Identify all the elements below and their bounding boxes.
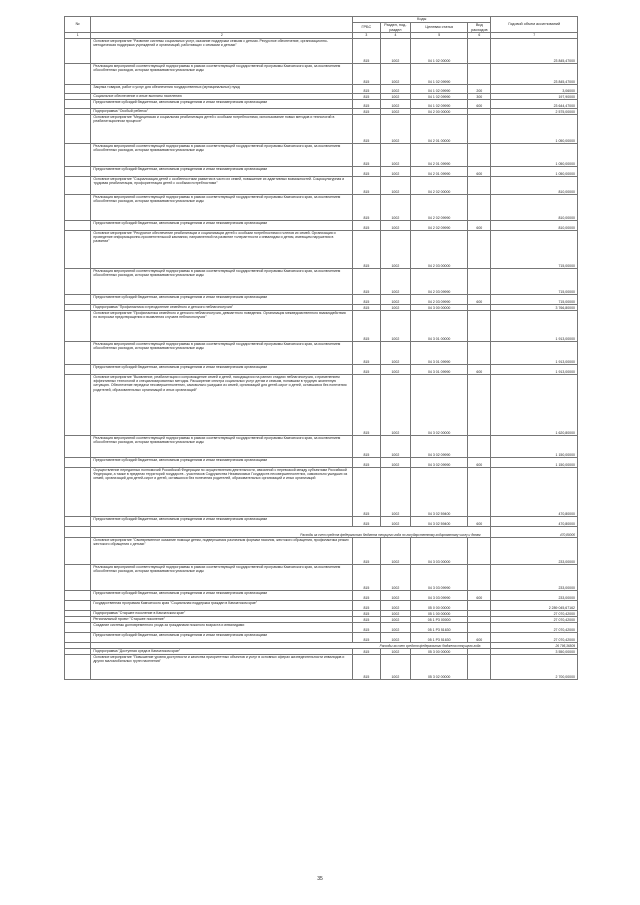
header-codes: Коды: [353, 17, 491, 23]
section-code: 1002: [380, 601, 411, 611]
table-row: [65, 633, 578, 643]
section-code: 1002: [380, 221, 411, 231]
section-code: 1002: [380, 342, 411, 365]
row-number-cell: [65, 311, 91, 342]
grbs-code: 815: [353, 611, 380, 617]
expense-name: Предоставление субсидий бюджетным, автономным учреждениям и иным некоммерческим организациям: [91, 221, 353, 231]
target-article-code: 04 2 00 00000: [411, 109, 468, 115]
expense-name: Государственная программа Камчатского края "Социальная поддержка граждан в Камчатском крае": [91, 601, 353, 611]
expense-name: Подпрограмма "Профилактика и преодоление семейного и детского неблагополучия": [91, 305, 353, 311]
annual-amount: 3 550,00000: [491, 649, 578, 655]
target-article-code: 05 1 P3 00000: [411, 617, 468, 623]
expense-name: Реализация мероприятий соответствующей подпрограммы в рамках соответствующей государственной программы Камчатского края, за исключением обособленных расходов, которым присваиваются уникальные коды: [91, 195, 353, 221]
grbs-code: 815: [353, 311, 380, 342]
expense-name: Основное мероприятие "Повышение уровня доступности и качества приоритетных объектов и услуг в основных сферах жизнедеятельности инвалидов и других маломобильных групп населения": [91, 655, 353, 680]
section-code: 1002: [380, 458, 411, 468]
section-code: 1002: [380, 85, 411, 94]
expense-type-code: [468, 115, 491, 144]
annual-amount: 715,00000: [491, 269, 578, 295]
target-article-code: 05 3 02 00000: [411, 655, 468, 680]
header-name: [91, 17, 353, 33]
target-article-code: 04 1 02 09990: [411, 64, 468, 85]
section-code: 1002: [380, 177, 411, 195]
expense-type-code: 300: [468, 94, 491, 100]
grbs-code: 815: [353, 538, 380, 565]
target-article-code: 05 3 00 00000: [411, 649, 468, 655]
section-code: 1002: [380, 305, 411, 311]
row-number-cell: [65, 342, 91, 365]
grbs-code: 815: [353, 623, 380, 633]
expense-name: Подпрограмма "Особый ребенок": [91, 109, 353, 115]
col-number-6: 6: [468, 33, 491, 39]
annual-amount: 2 700,00000: [491, 655, 578, 680]
row-number-cell: [65, 221, 91, 231]
expense-type-code: [468, 195, 491, 221]
target-article-code: 04 2 01 09990: [411, 144, 468, 167]
section-code: 1002: [380, 633, 411, 643]
table-row: [65, 538, 578, 565]
federal-funds-amount: 470,80000: [491, 527, 578, 538]
annual-amount: 3,06000: [491, 85, 578, 94]
expense-type-code: 600: [468, 365, 491, 375]
row-number-cell: [65, 468, 91, 517]
grbs-code: 815: [353, 649, 380, 655]
row-number-cell: [65, 177, 91, 195]
expense-name: Предоставление субсидий бюджетным, автономным учреждениям и иным некоммерческим организациям: [91, 517, 353, 527]
annual-amount: 810,00000: [491, 195, 578, 221]
section-code: 1002: [380, 109, 411, 115]
target-article-code: 04 3 03 09990: [411, 591, 468, 601]
expense-name: Реализация мероприятий соответствующей подпрограммы в рамках соответствующей государственной программы Камчатского края, за исключением обособленных расходов, которым присваиваются уникальные коды: [91, 342, 353, 365]
target-article-code: 04 2 02 09990: [411, 221, 468, 231]
grbs-code: 815: [353, 565, 380, 591]
expense-name: Реализация мероприятий соответствующей подпрограммы в рамках соответствующей государственной программы Камчатского края, за исключением обособленных расходов, которым присваиваются уникальные коды: [91, 269, 353, 295]
row-number-cell: [65, 365, 91, 375]
expense-name: Основное мероприятие "Социализация детей с особенностями развития в части их семей, повышение их адаптивных возможностей. Социокультурная и трудовая реабилитация, профориентация детей с особыми потребностями": [91, 177, 353, 195]
grbs-code: 815: [353, 365, 380, 375]
row-number-cell: [65, 85, 91, 94]
table-row: [65, 436, 578, 458]
expense-name: Основное мероприятие "Развитие системы социальных услуг, оказание поддержки семьям с детьми. Ресурсное обеспечение, организационно-методическая поддержка учреждений и организаций, работающих с семьями и детьми": [91, 39, 353, 64]
grbs-code: 815: [353, 85, 380, 94]
section-code: 1002: [380, 295, 411, 305]
annual-amount: 1 150,00000: [491, 436, 578, 458]
section-code: 1002: [380, 115, 411, 144]
grbs-code: 815: [353, 591, 380, 601]
section-code: 1002: [380, 517, 411, 527]
budget-page: [64, 16, 578, 680]
expense-type-code: [468, 623, 491, 633]
target-article-code: 04 1 02 09990: [411, 94, 468, 100]
target-article-code: 04 2 01 00000: [411, 115, 468, 144]
section-code: 1002: [380, 167, 411, 177]
row-number-cell: [65, 39, 91, 64]
table-row: [65, 468, 578, 517]
annual-amount: 27 070,42000: [491, 623, 578, 633]
target-article-code: 04 1 02 09990: [411, 85, 468, 94]
grbs-code: 815: [353, 295, 380, 305]
table-row: [65, 458, 578, 468]
target-article-code: 04 3 01 00000: [411, 311, 468, 342]
expense-name: Подпрограмма "Доступная среда в Камчатском крае": [91, 649, 353, 655]
expense-name: Предоставление субсидий бюджетным, автономным учреждениям и иным некоммерческим организациям: [91, 167, 353, 177]
annual-amount: 1 050,00000: [491, 167, 578, 177]
row-number-cell: [65, 538, 91, 565]
expense-name: Предоставление субсидий бюджетным, автономным учреждениям и иным некоммерческим организациям: [91, 458, 353, 468]
section-code: 1002: [380, 269, 411, 295]
section-code: 1002: [380, 649, 411, 655]
grbs-code: 815: [353, 94, 380, 100]
annual-amount: 810,00000: [491, 221, 578, 231]
expense-type-code: 600: [468, 633, 491, 643]
annual-amount: 197,90000: [491, 94, 578, 100]
target-article-code: 04 3 01 09990: [411, 365, 468, 375]
grbs-code: 815: [353, 601, 380, 611]
annual-amount: 2 289 045,67162: [491, 601, 578, 611]
expense-name: Региональный проект "Старшее поколение": [91, 617, 353, 623]
expense-type-code: 600: [468, 458, 491, 468]
row-number-cell: [65, 195, 91, 221]
section-code: 1002: [380, 231, 411, 269]
grbs-code: 815: [353, 458, 380, 468]
table-row: [65, 342, 578, 365]
annual-amount: 1 913,00000: [491, 342, 578, 365]
row-number-cell: [65, 633, 91, 643]
expense-type-code: 600: [468, 100, 491, 109]
target-article-code: 04 3 02 09990: [411, 458, 468, 468]
table-row: [65, 375, 578, 436]
target-article-code: 05 1 P3 51630: [411, 633, 468, 643]
target-article-code: 04 3 01 09990: [411, 342, 468, 365]
table-header: [65, 17, 578, 39]
section-code: 1002: [380, 195, 411, 221]
expense-type-code: [468, 375, 491, 436]
grbs-code: 815: [353, 436, 380, 458]
row-number-cell: [65, 517, 91, 527]
annual-amount: 27 070,42000: [491, 617, 578, 623]
section-code: 1002: [380, 617, 411, 623]
annual-amount: 715,00000: [491, 295, 578, 305]
expense-type-code: [468, 468, 491, 517]
annual-amount: 1 050,00000: [491, 144, 578, 167]
annual-amount: 2 575,00000: [491, 109, 578, 115]
section-code: 1002: [380, 144, 411, 167]
target-article-code: 04 3 02 09990: [411, 436, 468, 458]
grbs-code: 815: [353, 109, 380, 115]
row-number-cell: [65, 64, 91, 85]
annual-amount: 23 845,47000: [491, 64, 578, 85]
grbs-code: 815: [353, 231, 380, 269]
grbs-code: 815: [353, 115, 380, 144]
grbs-code: 815: [353, 633, 380, 643]
expense-type-code: 600: [468, 167, 491, 177]
annual-amount: 810,00000: [491, 177, 578, 195]
table-row: [65, 311, 578, 342]
expense-name: Реализация мероприятий соответствующей подпрограммы в рамках соответствующей государственной программы Камчатского края, за исключением обособленных расходов, которым присваиваются уникальные коды: [91, 436, 353, 458]
target-article-code: 05 1 P3 51630: [411, 623, 468, 633]
header-section: Раздел, под-раздел: [380, 22, 411, 33]
target-article-code: 04 1 02 09990: [411, 100, 468, 109]
expense-name: Основное мероприятие "Ресурсное обеспечение реабилитации и социализации детей с особыми потребностями и членов их семей. Организация и проведение информационно-просветительской кампании, направленной на развитие толерантности к инвалидам и детям, имеющим нарушения в развитии": [91, 231, 353, 269]
target-article-code: 04 2 03 09990: [411, 295, 468, 305]
row-number-cell: [65, 375, 91, 436]
col-number-5: 5: [411, 33, 468, 39]
grbs-code: 815: [353, 468, 380, 517]
expense-name: Реализация мероприятий соответствующей подпрограммы в рамках соответствующей государственной программы Камчатского края, за исключением обособленных расходов, которым присваиваются уникальные коды: [91, 565, 353, 591]
section-code: 1002: [380, 100, 411, 109]
section-code: 1002: [380, 64, 411, 85]
header-target-article: Целевая статья: [411, 22, 468, 33]
row-number-cell: [65, 144, 91, 167]
target-article-code: 04 1 02 00000: [411, 39, 468, 64]
expense-name: Предоставление субсидий бюджетным, автономным учреждениям и иным некоммерческим организациям: [91, 295, 353, 305]
expense-type-code: [468, 231, 491, 269]
expense-name: Основное мероприятие "Профилактика семейного и детского неблагополучия, девиантного поведения. Организация межведомственного взаимодействия по вопросам предотвращения и выявления случаев неблагополучия": [91, 311, 353, 342]
grbs-code: 815: [353, 39, 380, 64]
annual-amount: 23 644,47000: [491, 100, 578, 109]
col-number-7: 7: [491, 33, 578, 39]
col-number-2: 2: [91, 33, 353, 39]
expense-type-code: [468, 269, 491, 295]
budget-allocation-table: [64, 16, 578, 680]
expense-type-code: 600: [468, 517, 491, 527]
table-row: [65, 295, 578, 305]
expense-type-code: [468, 655, 491, 680]
section-code: 1002: [380, 436, 411, 458]
annual-amount: 27 070,42000: [491, 611, 578, 617]
federal-funds-note: Расходы за счет средств федерального бюджета текущего года: [91, 643, 491, 649]
expense-name: Основное мероприятие "Выявление, реабилитация и сопровождение семей и детей, находящихся на ранних стадиях неблагополучия, с применением эффективных технологий и специализированных методик. Расширение спектра социальных услуг детям и семьям, попавшим в трудную жизненную ситуацию. Обеспечение передачи несовершеннолетних, самовольно ушедших из семей, организаций для детей-сирот и детей, оставшихся без попечения родителей, образовательных организаций и иных организаций": [91, 375, 353, 436]
section-code: 1002: [380, 623, 411, 633]
expense-type-code: [468, 311, 491, 342]
expense-name: Предоставление субсидий бюджетным, автономным учреждениям и иным некоммерческим организациям: [91, 591, 353, 601]
expense-name: Предоставление субсидий бюджетным, автономным учреждениям и иным некоммерческим организациям: [91, 100, 353, 109]
section-code: 1002: [380, 39, 411, 64]
section-code: 1002: [380, 538, 411, 565]
annual-amount: 3 766,80000: [491, 305, 578, 311]
table-row: [65, 195, 578, 221]
expense-type-code: 600: [468, 591, 491, 601]
table-row: [65, 221, 578, 231]
expense-type-code: [468, 144, 491, 167]
expense-type-code: [468, 436, 491, 458]
table-row: [65, 64, 578, 85]
expense-name: Закупка товаров, работ и услуг для обеспечения государственных (муниципальных) нужд: [91, 85, 353, 94]
table-row: [65, 601, 578, 611]
target-article-code: 04 3 02 59400: [411, 468, 468, 517]
target-article-code: 04 2 01 09990: [411, 167, 468, 177]
expense-name: Подпрограмма "Старшее поколение в Камчатском крае": [91, 611, 353, 617]
section-code: 1002: [380, 468, 411, 517]
row-number-cell: [65, 295, 91, 305]
section-code: 1002: [380, 565, 411, 591]
expense-name: Создание системы долговременного ухода за гражданами пожилого возраста и инвалидами: [91, 623, 353, 633]
table-body: [65, 39, 578, 680]
expense-type-code: [468, 39, 491, 64]
grbs-code: 815: [353, 64, 380, 85]
row-number-cell: [65, 458, 91, 468]
grbs-code: 815: [353, 655, 380, 680]
annual-amount: 233,00000: [491, 591, 578, 601]
row-number-cell: [65, 655, 91, 680]
grbs-code: 815: [353, 342, 380, 365]
row-number-cell: [65, 591, 91, 601]
expense-name: Основное мероприятие "Своевременное оказание помощи детям, подвергшимся различным формам насилия, жестокого обращения, профилактика резких жестокого обращения с детьми": [91, 538, 353, 565]
grbs-code: 815: [353, 221, 380, 231]
grbs-code: 815: [353, 269, 380, 295]
federal-funds-note: Расходы за счет средств федерального бюджета текущего года по государственному кодированному числу и делам: [91, 527, 491, 538]
annual-amount: 1 150,00000: [491, 458, 578, 468]
target-article-code: 04 3 02 00000: [411, 375, 468, 436]
expense-type-code: 600: [468, 295, 491, 305]
grbs-code: 815: [353, 375, 380, 436]
table-row: [65, 115, 578, 144]
expense-type-code: [468, 342, 491, 365]
grbs-code: 815: [353, 100, 380, 109]
table-row: [65, 144, 578, 167]
row-number-cell: [65, 436, 91, 458]
annual-amount: 715,00000: [491, 231, 578, 269]
annual-amount: 1 913,00000: [491, 311, 578, 342]
table-row: [65, 39, 578, 64]
annual-amount: 1 913,00000: [491, 365, 578, 375]
grbs-code: 815: [353, 144, 380, 167]
table-row: [65, 100, 578, 109]
target-article-code: 04 2 03 00000: [411, 231, 468, 269]
expense-type-code: [468, 64, 491, 85]
annual-amount: 23 845,47000: [491, 39, 578, 64]
row-number-cell: [65, 231, 91, 269]
grbs-code: 815: [353, 517, 380, 527]
grbs-code: 815: [353, 177, 380, 195]
annual-amount: 470,80000: [491, 468, 578, 517]
section-code: 1002: [380, 311, 411, 342]
table-row: [65, 655, 578, 680]
col-number-1: 1: [65, 33, 91, 39]
annual-amount: 1 050,00000: [491, 115, 578, 144]
row-number-cell: [65, 100, 91, 109]
table-row: [65, 565, 578, 591]
section-code: 1002: [380, 94, 411, 100]
row-number-cell: [65, 601, 91, 611]
grbs-code: 815: [353, 305, 380, 311]
table-row: [65, 231, 578, 269]
row-number-cell: [65, 269, 91, 295]
col-number-4: 4: [380, 33, 411, 39]
expense-name: Предоставление субсидий бюджетным, автономным учреждениям и иным некоммерческим организациям: [91, 365, 353, 375]
table-row: [65, 269, 578, 295]
row-number-cell: [65, 565, 91, 591]
expense-type-code: 200: [468, 85, 491, 94]
row-number-cell: [65, 115, 91, 144]
header-expense-type: Вид расходов: [468, 22, 491, 33]
target-article-code: 05 1 00 00000: [411, 611, 468, 617]
annual-amount: 470,80000: [491, 517, 578, 527]
row-number-cell: [65, 623, 91, 633]
header-annual-sum: Годовой объем ассигнований: [491, 17, 578, 33]
expense-name: Предоставление субсидий бюджетным, автономным учреждениям и иным некоммерческим организациям: [91, 633, 353, 643]
expense-name: Осуществление переданных полномочий Российской Федерации по осуществлению деятельности, связанной с перевозкой между субъектами Российской Федерации, а также в пределах территорий государств - участников Содружества Независимых Государств несовершеннолетних, самовольно ушедших из семей, организаций для детей-сирот и детей, оставшихся без попечения родителей, образовательных организаций и иных организаций: [91, 468, 353, 517]
header-grbs: ГРБС: [353, 22, 380, 33]
col-number-3: 3: [353, 33, 380, 39]
target-article-code: 04 3 02 59400: [411, 517, 468, 527]
section-code: 1002: [380, 365, 411, 375]
expense-type-code: 600: [468, 221, 491, 231]
page-number: 35: [317, 876, 323, 882]
table-row: [65, 623, 578, 633]
annual-amount: 1 620,80000: [491, 375, 578, 436]
table-row: [65, 517, 578, 527]
expense-type-code: [468, 538, 491, 565]
expense-type-code: [468, 177, 491, 195]
row-number-cell: [65, 167, 91, 177]
expense-name: Реализация мероприятий соответствующей подпрограммы в рамках соответствующей государственной программы Камчатского края, за исключением обособленных расходов, которым присваиваются уникальные коды: [91, 64, 353, 85]
table-row: [65, 365, 578, 375]
table-row: [65, 167, 578, 177]
annual-amount: 233,00000: [491, 565, 578, 591]
grbs-code: 815: [353, 195, 380, 221]
target-article-code: 04 3 00 00000: [411, 305, 468, 311]
annual-amount: 27 070,42000: [491, 633, 578, 643]
header-number: №: [65, 17, 91, 33]
section-code: 1002: [380, 655, 411, 680]
target-article-code: 04 3 03 00000: [411, 538, 468, 565]
target-article-code: 04 3 03 09990: [411, 565, 468, 591]
row-number-cell: [65, 527, 91, 538]
section-code: 1002: [380, 611, 411, 617]
grbs-code: 815: [353, 167, 380, 177]
section-code: 1002: [380, 591, 411, 601]
target-article-code: 04 2 02 09990: [411, 195, 468, 221]
expense-type-code: [468, 601, 491, 611]
table-row: [65, 177, 578, 195]
section-code: 1002: [380, 375, 411, 436]
federal-funds-amount: 26 795,36509: [491, 643, 578, 649]
expense-type-code: [468, 565, 491, 591]
annual-amount: 233,00000: [491, 538, 578, 565]
federal-funds-note-row: [65, 527, 578, 538]
target-article-code: 04 2 02 00000: [411, 177, 468, 195]
target-article-code: 04 2 03 09990: [411, 269, 468, 295]
table-row: [65, 85, 578, 94]
expense-name: Социальное обеспечение и иные выплаты населению: [91, 94, 353, 100]
grbs-code: 815: [353, 617, 380, 623]
table-row: [65, 591, 578, 601]
expense-name: Реализация мероприятий соответствующей подпрограммы в рамках соответствующей государственной программы Камчатского края, за исключением обособленных расходов, которым присваиваются уникальные коды: [91, 144, 353, 167]
expense-name: Основное мероприятие "Медицинская и социальная реабилитация детей с особыми потребностями, использование новых методов и технологий в реабилитационном процессе": [91, 115, 353, 144]
target-article-code: 05 0 00 00000: [411, 601, 468, 611]
